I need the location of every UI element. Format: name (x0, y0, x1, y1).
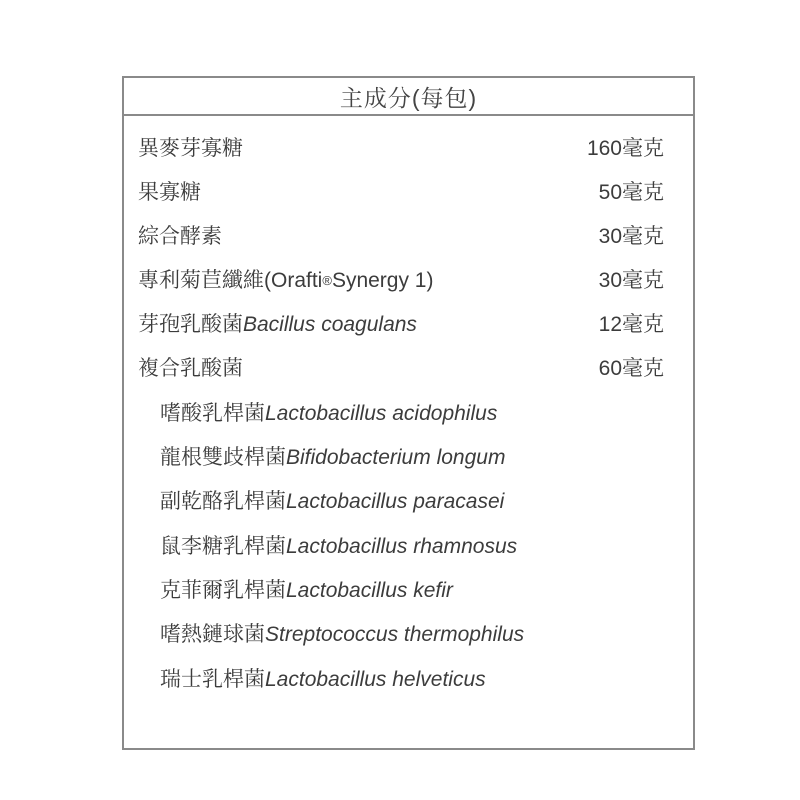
ingredient-name-after: Synergy 1) (331, 269, 434, 292)
strain-row (160, 574, 664, 604)
strain-row (160, 485, 664, 515)
ingredient-amount: 60毫克 (598, 357, 664, 380)
strain-row (160, 618, 664, 648)
ingredient-name-main: 專利菊苣纖維(Orafti (138, 269, 323, 292)
strain-row (160, 530, 664, 560)
strain-name-zh: 龍根雙歧桿菌 (160, 446, 286, 469)
strain-name-zh: 克菲爾乳桿菌 (160, 579, 286, 602)
ingredient-name: 複合乳酸菌 (138, 357, 243, 380)
ingredient-row (138, 352, 664, 382)
strain-row (160, 663, 664, 693)
ingredient-amount: 50毫克 (598, 181, 664, 204)
strain-row (160, 397, 664, 427)
ingredient-name: 異麥芽寡糖 (138, 137, 243, 160)
ingredient-amount: 30毫克 (598, 225, 664, 248)
ingredient-row (138, 176, 664, 206)
strain-name-zh: 副乾酪乳桿菌 (160, 490, 286, 513)
strain-name-zh: 瑞士乳桿菌 (160, 668, 265, 691)
strain-latin-name: Lactobacillus rhamnosus (286, 535, 518, 558)
strain-latin-name: Lactobacillus acidophilus (265, 402, 498, 425)
strain-latin-name: Lactobacillus helveticus (265, 668, 486, 691)
ingredients-panel (122, 76, 695, 750)
ingredient-amount: 30毫克 (598, 269, 664, 292)
ingredient-amount: 12毫克 (598, 313, 664, 336)
ingredient-name: 專利菊苣纖維(Orafti ® Synergy 1) (138, 264, 433, 294)
strain-name-zh: 嗜酸乳桿菌 (160, 402, 265, 425)
ingredient-row (138, 308, 664, 338)
ingredient-row (138, 132, 664, 162)
panel-title: 主成分(每包) (124, 78, 693, 116)
ingredient-row (138, 264, 664, 294)
strain-latin-name: Streptococcus thermophilus (265, 623, 525, 646)
ingredient-name: 果寡糖 (138, 181, 201, 204)
ingredient-latin-name: Bacillus coagulans (243, 313, 417, 336)
ingredient-row (138, 220, 664, 250)
strain-name-zh: 嗜熱鏈球菌 (160, 623, 265, 646)
ingredient-name: 綜合酵素 (138, 225, 222, 248)
ingredient-amount: 160毫克 (586, 137, 664, 160)
strain-row (160, 441, 664, 471)
ingredient-name-zh: 芽孢乳酸菌 (138, 313, 243, 336)
strain-latin-name: Bifidobacterium longum (286, 446, 506, 469)
strain-latin-name: Lactobacillus paracasei (286, 490, 505, 513)
ingredient-name (138, 308, 417, 338)
strain-latin-name: Lactobacillus kefir (286, 579, 453, 602)
strain-name-zh: 鼠李糖乳桿菌 (160, 535, 286, 558)
